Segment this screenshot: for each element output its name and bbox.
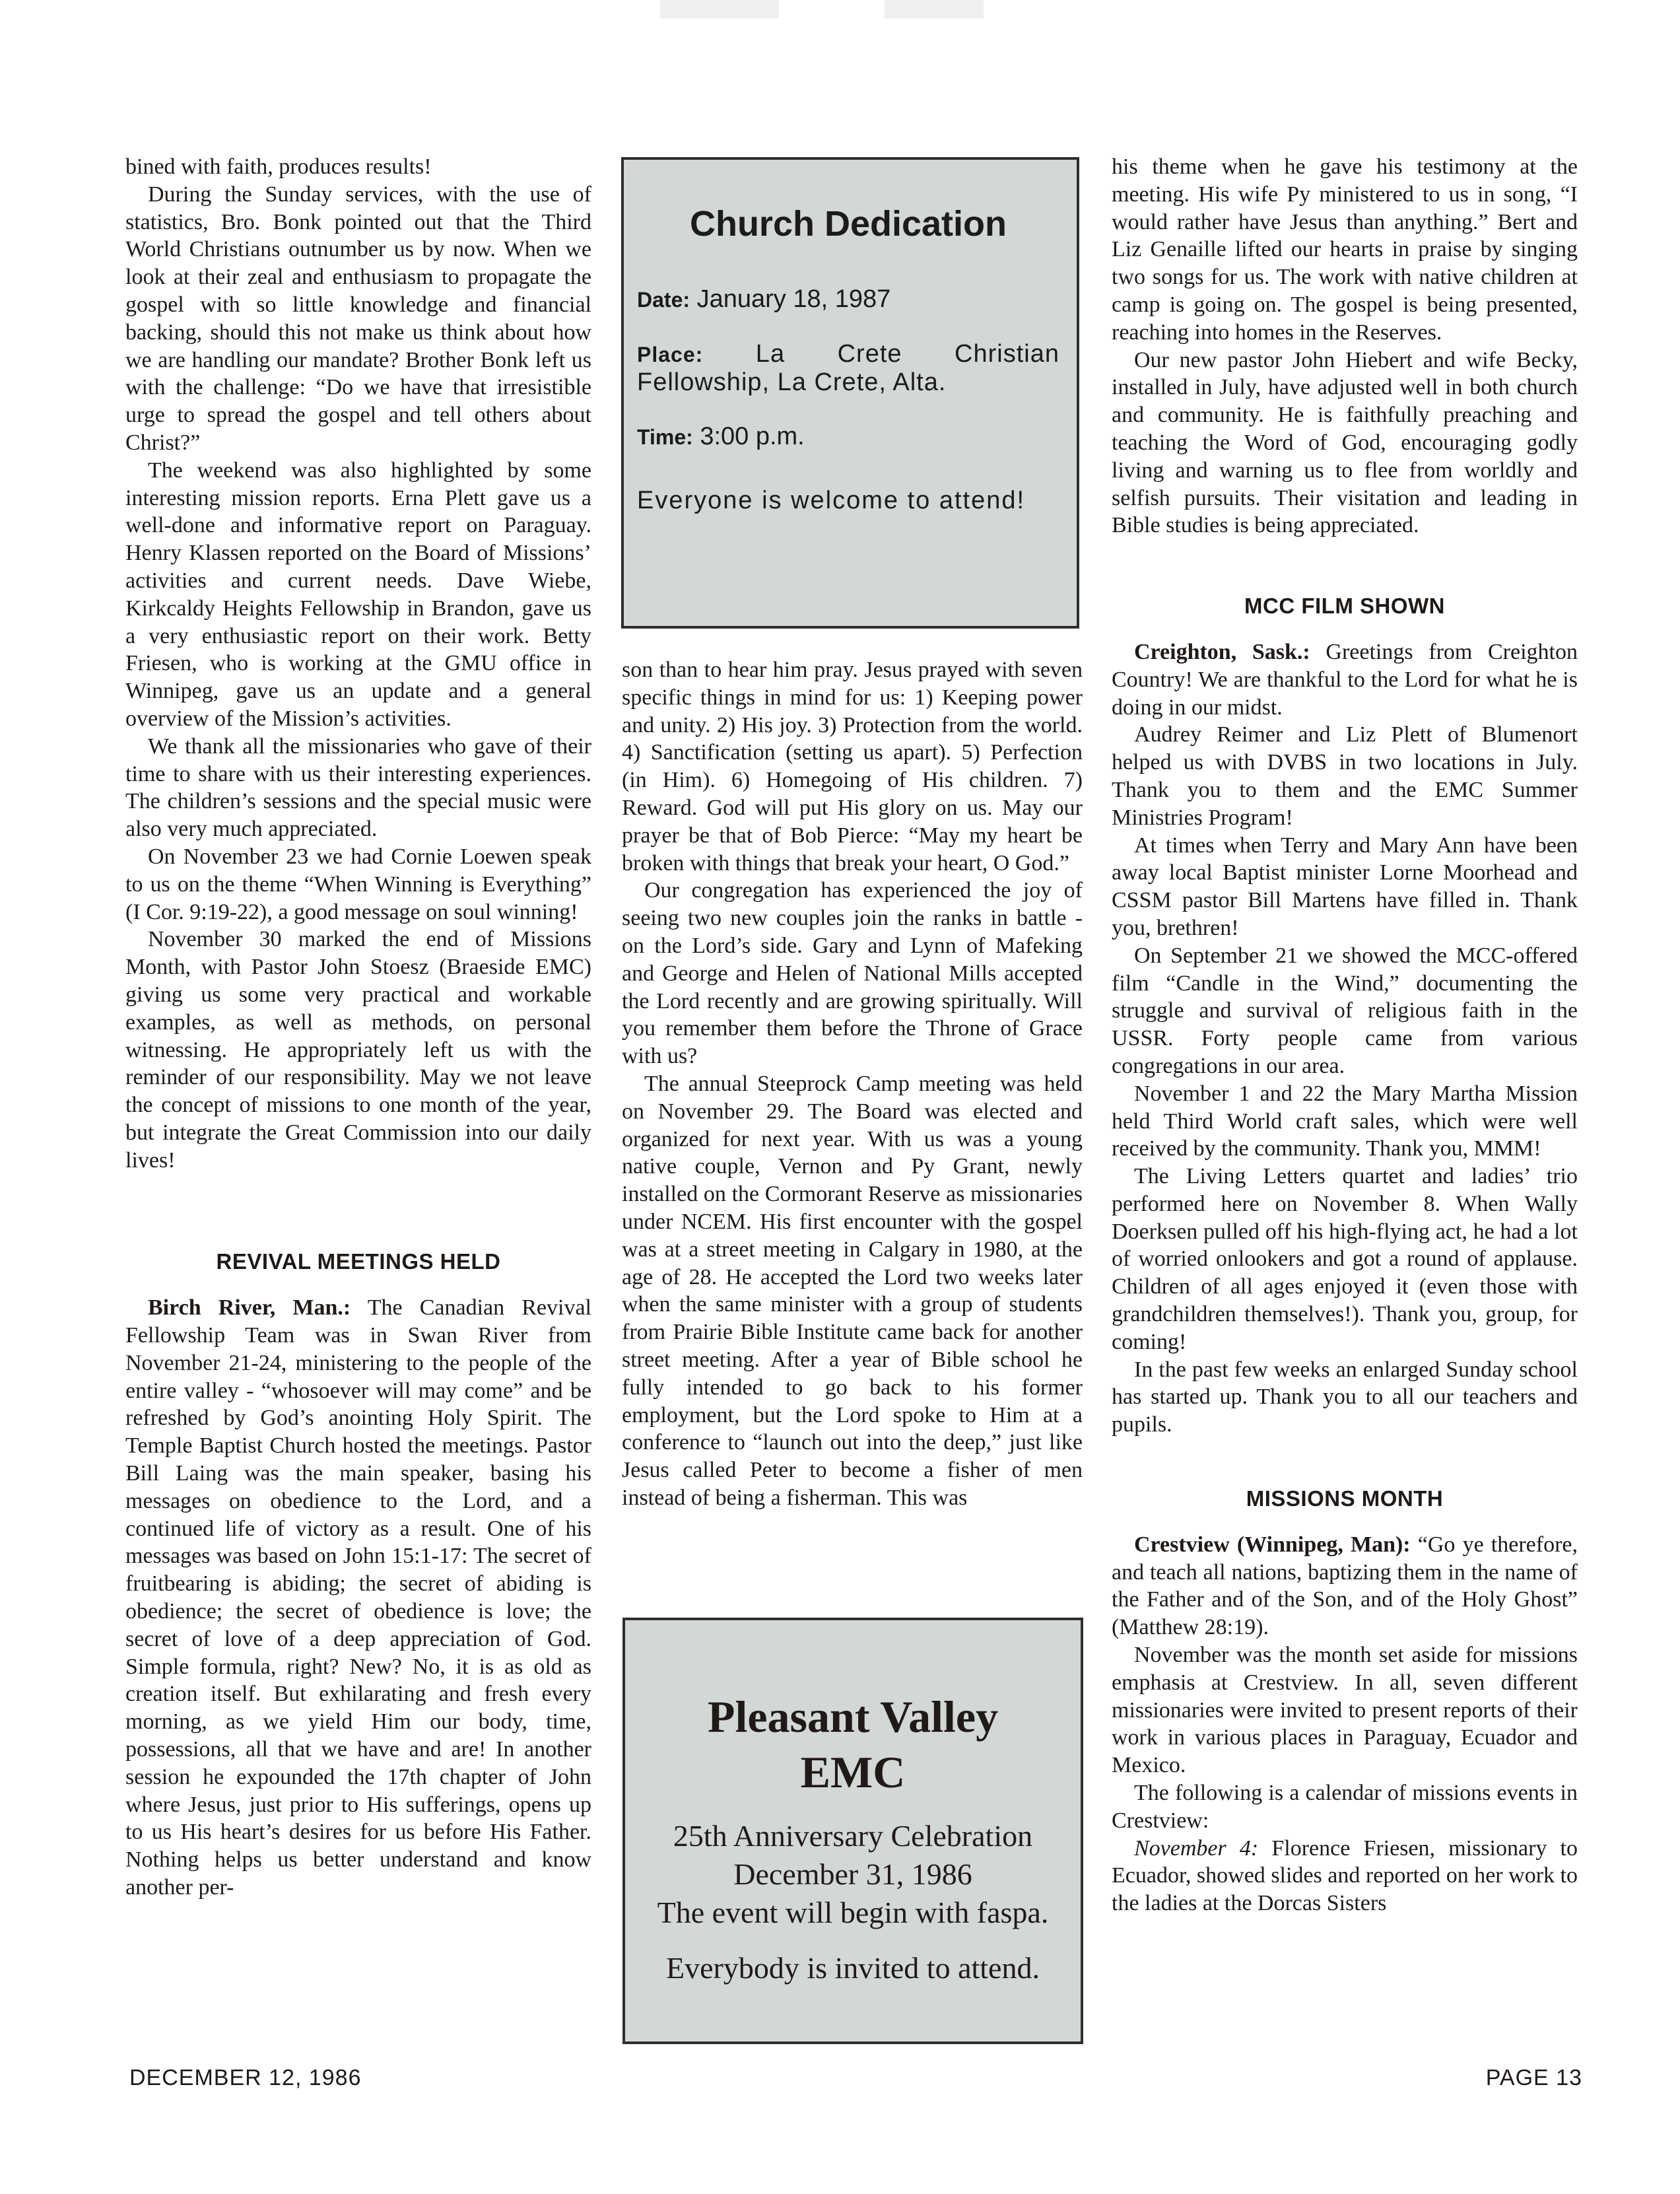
anniversary-box xyxy=(622,1618,1083,2044)
scan-smudge xyxy=(660,0,779,18)
page-number: PAGE 13 xyxy=(1485,2065,1582,2090)
paragraph: The following is a calendar of missions events in Crestview: xyxy=(1112,1781,1578,1833)
paragraph: his theme when he gave his testimony at the meeting. His wife Py ministered to us in song, “I would rather have Jesus than anything.” Bert and Liz Genaille lifted our hearts in praise by singing two songs for us. The work with native children at camp is going on. The gospel is being presented, reaching into homes in the Reserves. xyxy=(1112,154,1578,345)
paragraph: The weekend was also highlighted by some interesting mission reports. Erna Plett gave us a well-done and informative report on Paraguay. Henry Klassen reported on the Board of Missions’ activities and current needs. Dave Wiebe, Kirkcaldy Heights Fellowship in Brandon, gave us a very enthusiastic report on their work. Betty Friesen, who is working at the GMU office in Winnipeg, gave us an update and a general overview of the Mission’s activities. xyxy=(125,458,591,731)
paragraph: son than to hear him pray. Jesus prayed with seven specific things in mind for us: 1) Keeping power and unity. 2) His joy. 3) Protection from the world. 4) Sanctification (setting us apart). 5) Perfection (in Him). 6) Homegoing of His children. 7) Reward. God will put His glory on us. May our prayer be that of Bob Pierce: “May my heart be broken with things that break your heart, O God.” xyxy=(622,658,1083,875)
welcome-text: Everyone is welcome to attend! xyxy=(637,487,1026,514)
paragraph: Our new pastor John Hiebert and wife Becky, installed in July, have adjusted well in both church and community. He is faithfully preaching and teaching the Word of God, encouraging godly living and warning us to flee from worldly and selfish pursuits. Their visitation and leading in Bible studies is being appreciated. xyxy=(1112,347,1578,538)
paragraph: bined with faith, produces results! xyxy=(125,154,432,179)
paragraph xyxy=(1112,1531,1578,1641)
paragraph: Audrey Reimer and Liz Plett of Blumenort helped us with DVBS in two locations in July. Thank you to them and the EMC Summer Ministries Program! xyxy=(1112,722,1578,830)
paragraph: At times when Terry and Mary Ann have been away local Baptist minister Lorne Moorhead and CSSM pastor Bill Martens have filled in. Thank you, brethren! xyxy=(1112,833,1578,940)
dateline: Birch River, Man.: xyxy=(148,1295,351,1320)
paragraph: Our congregation has experienced the joy of seeing two new couples join the ranks in battle - on the Lord’s side. Gary and Lynn of Mafeking and George and Helen of National Mills accepted the Lord recently and are growing spiritually. Will you remember them before the Throne of Grace with us? xyxy=(622,878,1083,1069)
dateline: Crestview (Winnipeg, Man): xyxy=(1134,1532,1411,1557)
paragraph-text: Greetings from Creighton Country! We are thankful to the Lord for what he is doing in our midst. xyxy=(1112,639,1578,720)
section-heading-revival: REVIVAL MEETINGS HELD xyxy=(216,1249,501,1274)
time-label: Time: xyxy=(637,425,693,449)
paragraph-text: The Canadian Revival Fellowship Team was in Swan River from November 21-24, ministering to the people of the entire valley - “whosoever will may come” and be refreshed by God’s anointing Holy Spirit. The Temple Baptist Church hosted the meetings. Pastor Bill Laing was the main speaker, basing his messages on obedience to the Lord, and a continued life of victory as a result. One of his messages was based on John 15:1-17: The secret of fruitbearing is abiding; the secret of abiding is obedience; the secret of obedience is love; the secret of love of a deep appreciation of God. Simple formula, right? New? No, it is as old as creation itself. But exhilarating and fresh every morning, as we yield Him our body, time, possessions, all that we have and are! In another session he expounded the 17th chapter of John where Jesus, just prior to His sufferings, opens up to us His heart’s desires for us before His Father. Nothing helps us better understand and know another per- xyxy=(125,1295,591,1900)
paragraph: The Living Letters quartet and ladies’ trio performed here on November 8. When Wally Doerksen pulled off his high-flying act, he had a lot of worried onlookers and got a round of applause. Children of all ages enjoyed it (even those with grandchildren themselves!). Thank you, group, for coming! xyxy=(1112,1164,1578,1354)
box-title: Church Dedication xyxy=(689,204,1007,244)
paragraph-text: “Go ye therefore, and teach all nations, baptizing them in the name of the Father and of the Son, and of the Holy Ghost” (Matthew 28:19). xyxy=(1112,1532,1578,1640)
anniversary-invite: Everybody is invited to attend. xyxy=(666,1951,1040,1985)
left-column xyxy=(125,153,591,1902)
paragraph: On September 21 we showed the MCC-offered film “Candle in the Wind,” documenting the struggle and survival of religious faith in the USSR. Forty people came from various congregations in our area. xyxy=(1112,943,1578,1078)
paragraph xyxy=(1112,638,1578,721)
paragraph: On November 23 we had Cornie Loewen speak to us on the theme “When Winning is Everything” (I Cor. 9:19-22), a good message on soul winning! xyxy=(125,844,591,924)
scan-smudge xyxy=(885,0,984,18)
dateline: Creighton, Sask.: xyxy=(1134,639,1310,664)
place-value: La Crete Christian Fellowship, La Crete, Alta. xyxy=(637,340,1059,396)
date-row xyxy=(637,285,1059,314)
paragraph: November 1 and 22 the Mary Martha Mission held Third World craft sales, which were well received by the community. Thank you, MMM! xyxy=(1112,1081,1578,1161)
paragraph: November was the month set aside for missions emphasis at Crestview. In all, seven different missionaries were invited to present reports of their work in various places in Paraguay, Ecuador and Mexico. xyxy=(1112,1643,1578,1778)
paragraph xyxy=(125,1294,591,1902)
footer-date: DECEMBER 12, 1986 xyxy=(129,2065,362,2090)
right-column xyxy=(1112,153,1578,1917)
paragraph: November 30 marked the end of Missions Month, with Pastor John Stoesz (Braeside EMC) giving us some very practical and workable examples, as well as methods, on personal witnessing. He appropriately left us with the reminder of our responsibility. May we not leave the concept of missions to one month of the year, but integrate the Great Commission into our daily lives! xyxy=(125,927,591,1173)
time-row xyxy=(637,423,1059,451)
place-label: Place: xyxy=(637,343,704,366)
box-title-line: Pleasant Valley xyxy=(707,1692,999,1742)
section-heading-mcc: MCC FILM SHOWN xyxy=(1244,594,1445,619)
box-title-line: EMC xyxy=(800,1747,906,1797)
paragraph: The annual Steeprock Camp meeting was held on November 29. The Board was elected and organized for next year. With us was a young native couple, Vernon and Py Grant, newly installed on the Cormorant Reserve as missionaries under NCEM. His first encounter with the gospel was at a street meeting in Calgary in 1980, at the age of 28. He accepted the Lord two weeks later when the same minister with a group of students from Prairie Bible Institute came back for another street meeting. After a year of Bible school he fully intended to go back to his former employment, but the Lord spoke to Him at a conference to “launch out into the deep,” just like Jesus called Peter to become a fisher of men instead of being a fisherman. This was xyxy=(622,1071,1083,1510)
anniversary-line: The event will begin with faspa. xyxy=(657,1896,1049,1929)
anniversary-line: 25th Anniversary Celebration xyxy=(673,1819,1033,1853)
event-date: November 4: xyxy=(1134,1835,1259,1861)
paragraph-text: Florence Friesen, missionary to Ecuador, showed slides and reported on her work to the ladies at the Dorcas Sisters xyxy=(1112,1835,1578,1916)
section-heading-missions: MISSIONS MONTH xyxy=(1246,1486,1444,1511)
paragraph: In the past few weeks an enlarged Sunday school has started up. Thank you to all our teachers and pupils. xyxy=(1112,1357,1578,1437)
paragraph xyxy=(1112,1835,1578,1917)
place-row xyxy=(637,340,1059,396)
time-value: 3:00 p.m. xyxy=(692,423,805,450)
paragraph: During the Sunday services, with the use of statistics, Bro. Bonk pointed out that the Third World Christians outnumber us by now. When we look at their zeal and enthusiasm to propagate the gospel with so little knowledge and financial backing, should this not make us think about how we are handling our mandate? Brother Bonk left us with the challenge: “Do we have that irresistible urge to spread the gospel and tell others about Christ?” xyxy=(125,182,591,455)
date-value: January 18, 1987 xyxy=(690,285,891,313)
date-label: Date: xyxy=(637,288,690,312)
church-dedication-box xyxy=(621,157,1079,629)
anniversary-date: December 31, 1986 xyxy=(733,1857,972,1891)
paragraph: We thank all the missionaries who gave of their time to share with us their interesting experiences. The children’s sessions and the special music were also very much appreciated. xyxy=(125,734,591,842)
middle-column xyxy=(622,656,1083,1512)
